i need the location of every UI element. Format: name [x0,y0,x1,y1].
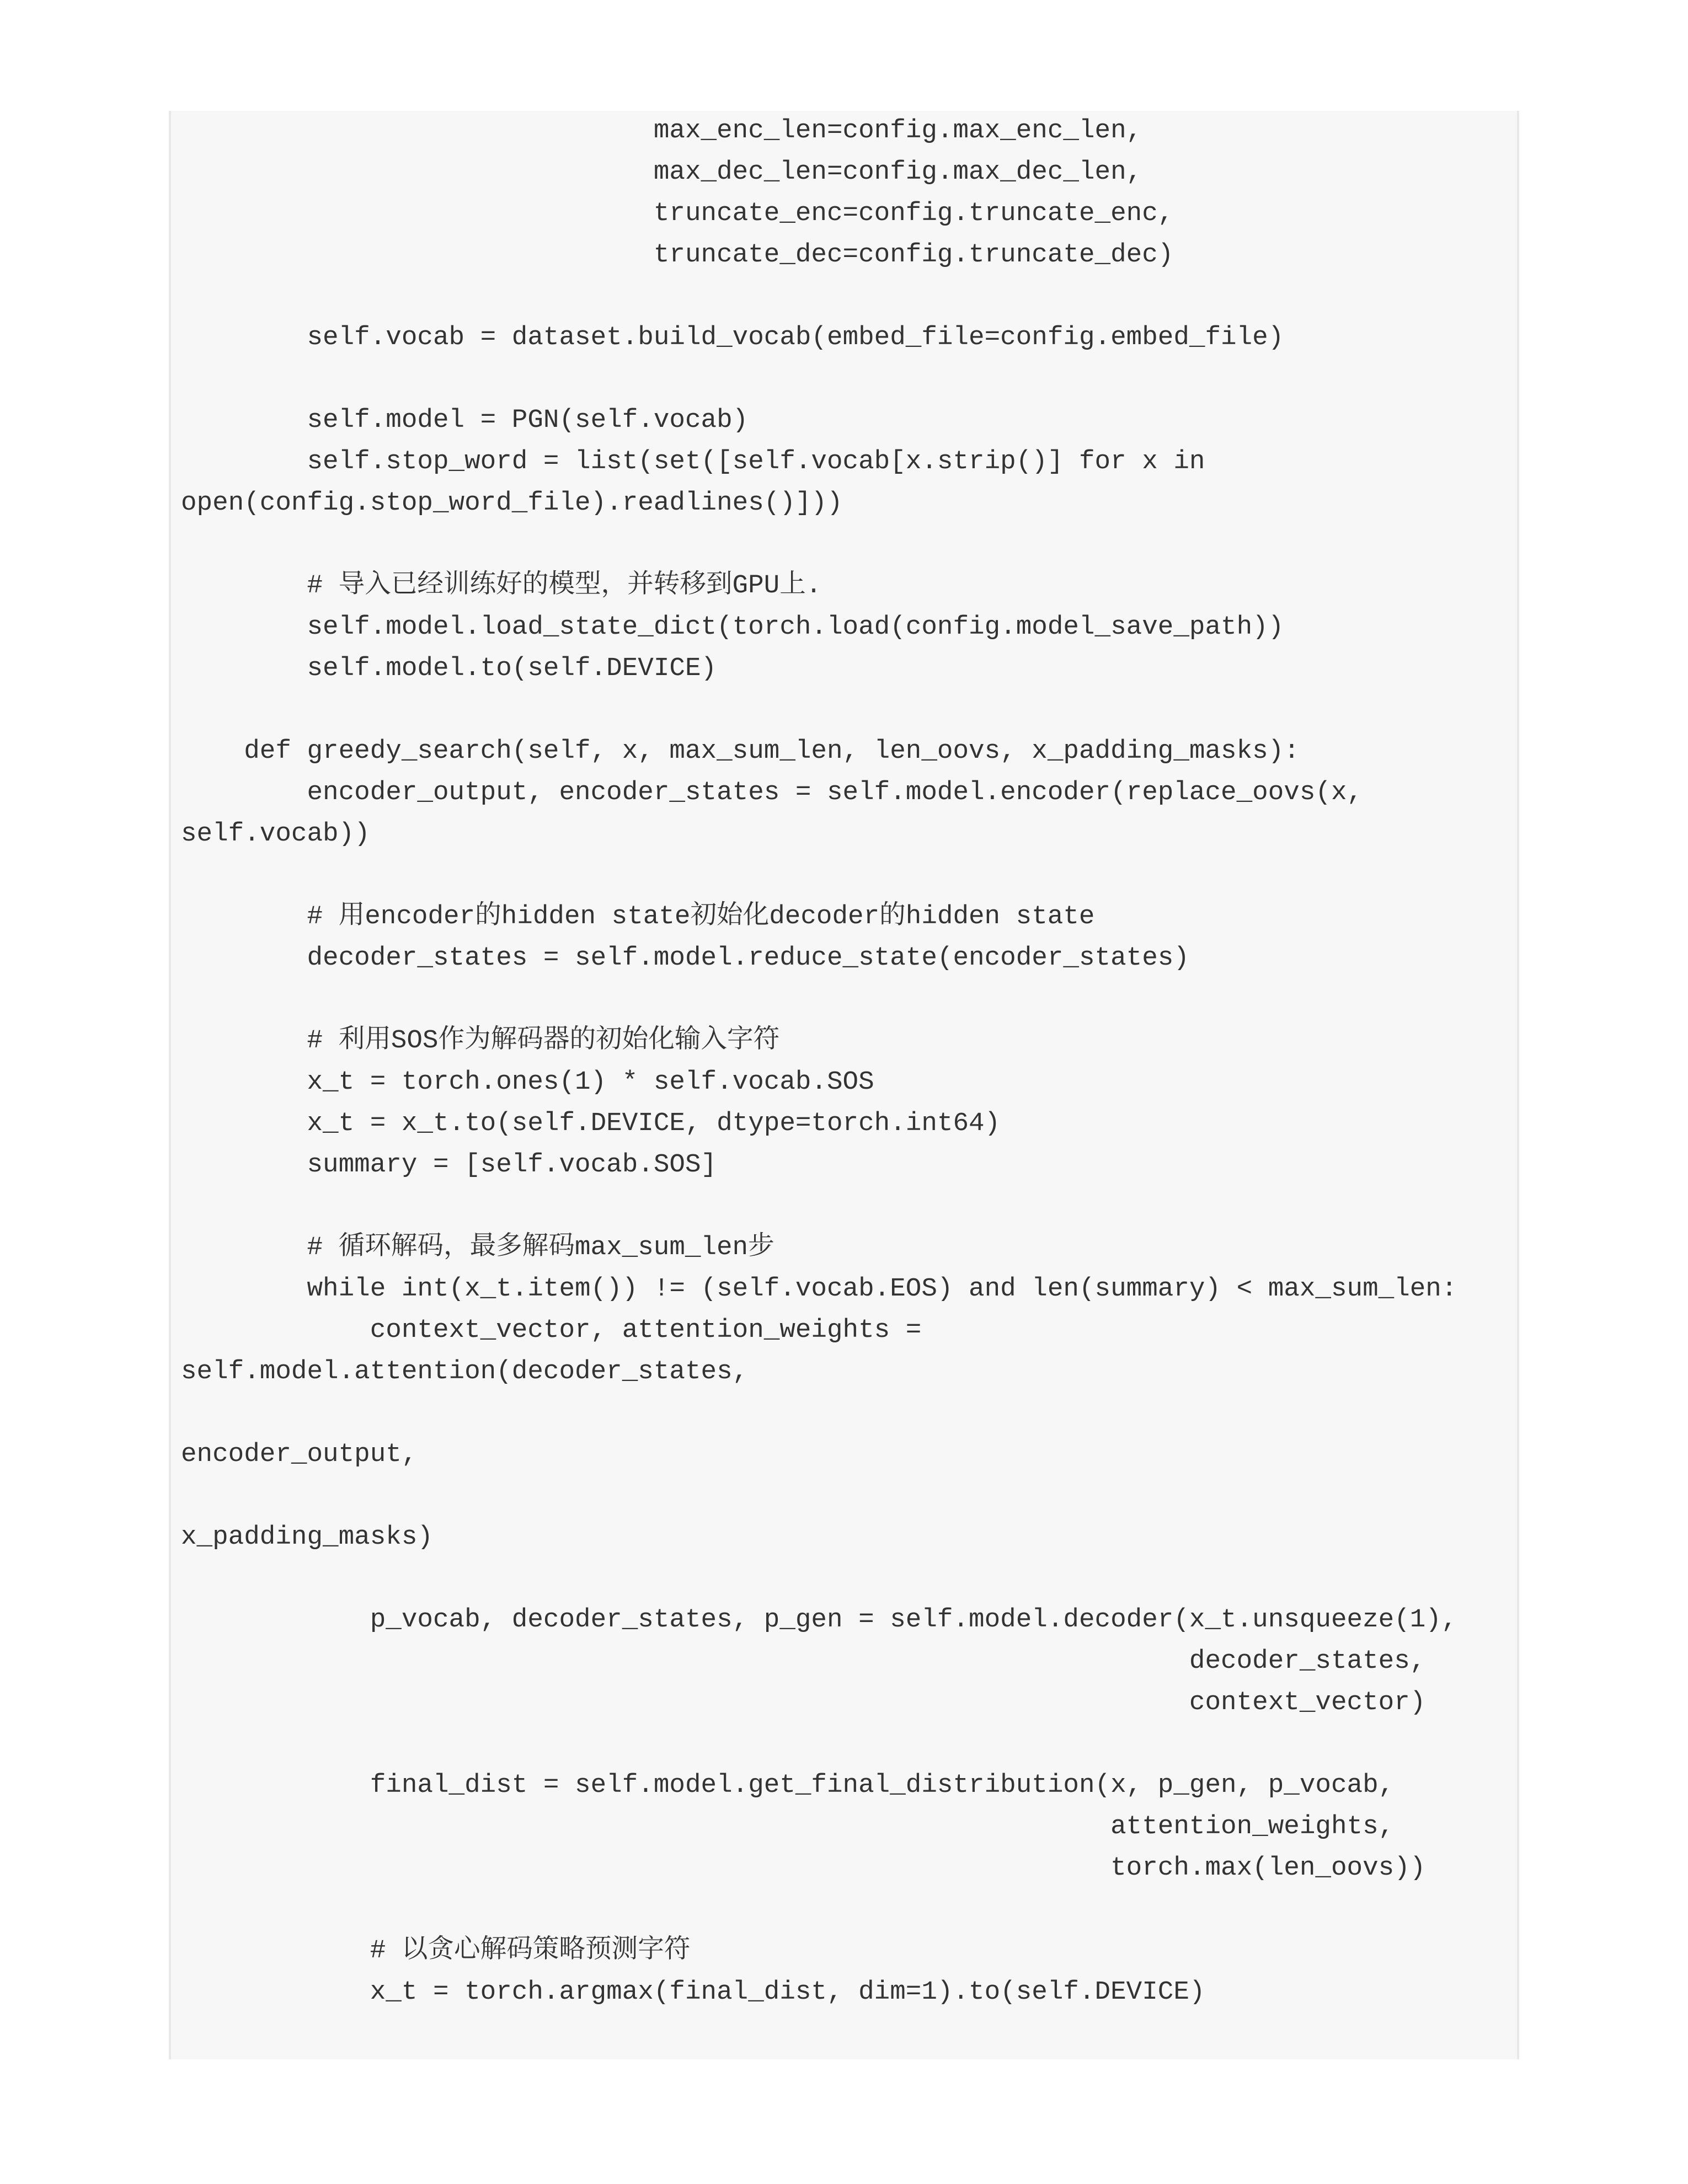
blank-line [181,1393,1457,1434]
code-line: self.model.load_state_dict(torch.load(config.model_save_path)) [181,612,1284,642]
code-line: while int(x_t.item()) != (self.vocab.EOS) and len(summary) < max_sum_len: [181,1274,1457,1304]
code-line: self.vocab = dataset.build_vocab(embed_file=config.embed_file) [181,323,1284,352]
code-line: self.model = PGN(self.vocab) [181,405,749,435]
code-line: encoder_output, encoder_states = self.model.encoder(replace_oovs(x, [181,778,1363,807]
blank-line [181,1723,1457,1765]
blank-line [181,358,1457,400]
code-line: p_vocab, decoder_states, p_gen = self.model.decoder(x_t.unsqueeze(1), [181,1605,1457,1635]
blank-line [181,524,1457,565]
code-line: attention_weights, [181,1812,1395,1842]
blank-line [181,1186,1457,1227]
code-line: x_t = torch.argmax(final_dist, dim=1).to(self.DEVICE) [181,1977,1205,2007]
code-line: final_dist = self.model.get_final_distribution(x, p_gen, p_vocab, [181,1770,1395,1800]
blank-line [181,1558,1457,1599]
function-definition: def greedy_search(self, x, max_sum_len, len_oovs, x_padding_masks): [181,736,1300,766]
code-line-wrapped: x_padding_masks) [181,1522,433,1552]
code-line-wrapped: self.vocab)) [181,819,370,849]
code-line: self.stop_word = list(set([self.vocab[x.strip()] for x in [181,447,1205,477]
code-line: truncate_dec=config.truncate_dec) [181,240,1174,270]
blank-line [181,855,1457,896]
code-line: max_dec_len=config.max_dec_len, [181,157,1142,187]
code-line: max_enc_len=config.max_enc_len, [181,116,1142,146]
blank-line [181,1889,1457,1930]
code-comment: # 循环解码，最多解码max_sum_len步 [181,1233,774,1262]
blank-line [181,1475,1457,1517]
code-line-wrapped: self.model.attention(decoder_states, [181,1357,749,1387]
code-line-wrapped: open(config.stop_word_file).readlines()])) [181,488,843,518]
code-line: context_vector, attention_weights = [181,1315,922,1345]
code-line: torch.max(len_oovs)) [181,1853,1426,1883]
blank-line [181,979,1457,1020]
code-line: x_t = torch.ones(1) * self.vocab.SOS [181,1067,874,1097]
blank-line [181,276,1457,317]
code-block [169,111,1519,2059]
code-comment: # 以贪心解码策略预测字符 [181,1936,691,1966]
code-line: self.model.to(self.DEVICE) [181,654,717,683]
blank-line [181,689,1457,731]
code-line: summary = [self.vocab.SOS] [181,1150,717,1180]
code-line: decoder_states, [181,1646,1426,1676]
code-comment: # 利用SOS作为解码器的初始化输入字符 [181,1026,780,1056]
code-line: context_vector) [181,1688,1426,1717]
code-lines [181,111,1457,2013]
code-comment: # 用encoder的hidden state初始化decoder的hidden state [181,902,1095,932]
code-line: x_t = x_t.to(self.DEVICE, dtype=torch.int64) [181,1109,1001,1138]
code-line: decoder_states = self.model.reduce_state(encoder_states) [181,943,1189,973]
code-line: truncate_enc=config.truncate_enc, [181,199,1174,228]
code-line-wrapped: encoder_output, [181,1439,418,1469]
code-comment: # 导入已经训练好的模型，并转移到GPU上. [181,571,822,601]
